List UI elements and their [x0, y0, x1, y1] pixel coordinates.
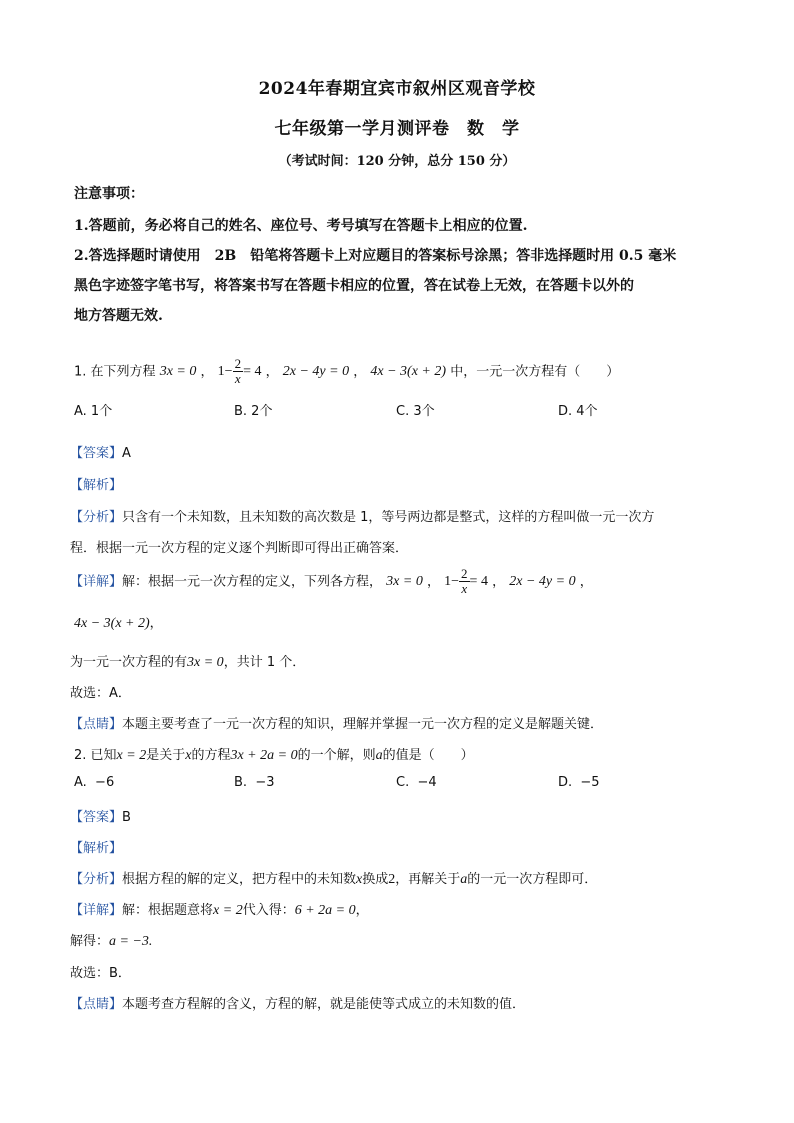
q2-fenxi-c: ，再解关于 [395, 872, 461, 887]
q1-frac-den: x [234, 371, 241, 387]
q1-fraction-eq [218, 350, 262, 394]
q1-xiangjie-fraction-eq [444, 560, 488, 604]
q2-fenxi-var2: a [460, 872, 468, 887]
q2-xiangjie-c: ， [355, 903, 369, 918]
q2-xiangjie-a: 解：根据题意将 [122, 903, 214, 918]
q1-conclusion-eq: 3x = 0 [187, 655, 224, 670]
q1-dianjing-text: 本题主要考查了一元一次方程的知识，理解并掌握一元一次方程的定义是解题关键． [122, 717, 604, 732]
q1-fraction [233, 357, 244, 386]
q1-option-d: D. 4个 [558, 404, 598, 419]
exam-title-line2: 七年级第一学月测评卷 数 学 [274, 119, 520, 139]
q2-mid3: 的一个解，则 [297, 748, 376, 763]
q2-option-b: B. −3 [234, 775, 275, 790]
q1-xiangjie-frac-lead: 1− [444, 574, 460, 589]
q2-option-d: D. −5 [558, 775, 600, 790]
q1-suffix: 中，一元一次方程有（ ） [450, 364, 620, 380]
q1-xiangjie-line2 [74, 612, 163, 632]
q2-cond: x = 2 [116, 748, 147, 763]
q1-xiangjie-eq1: 3x = 0 [386, 574, 423, 589]
q1-sep3: ， [353, 364, 367, 380]
q1-xiangjie-frac-tail: = 4 [469, 574, 488, 589]
notice-item-2-line3: 地方答题无效. [74, 308, 163, 324]
q1-frac-tail: = 4 [243, 364, 262, 379]
q1-conclusion [70, 651, 305, 671]
notice-item-1: 1.答题前，务必将自己的姓名、座位号、考号填写在答题卡上相应的位置. [74, 218, 528, 234]
q2-xiangjie-cond: x = 2 [213, 903, 243, 918]
q2-mid2: 的方程 [191, 748, 231, 763]
q1-sep1: ， [200, 364, 214, 380]
q1-frac-num: 2 [234, 356, 242, 372]
q1-xiangjie-frac-num: 2 [461, 566, 468, 582]
q2-fenxi-a: 根据方程的解的定义，把方程中的未知数 [122, 872, 357, 887]
notice-heading: 注意事项： [74, 186, 144, 202]
q1-answer-value: A [122, 446, 131, 461]
q1-xiangjie-eq3: 2x − 4y = 0 [509, 574, 576, 589]
q1-eq1: 3x = 0 [159, 364, 197, 379]
q1-xiangjie-sep1: ， [426, 574, 440, 590]
q2-solution [70, 930, 152, 950]
q2-result: a = −3. [109, 934, 153, 949]
q1-xiangjie-eq4: 4x − 3(x + 2) [74, 616, 150, 631]
q1-fenxi-line2: 程．根据一元一次方程的定义逐个判断即可得出正确答案． [70, 541, 409, 556]
q2-xiangjie [70, 899, 369, 919]
q1-choose: 故选：A． [70, 686, 131, 701]
q1-xiangjie-sep3: ， [579, 574, 593, 590]
q2-xiangjie-eq: 6 + 2a = 0 [294, 903, 356, 918]
question-1 [74, 350, 619, 395]
notice-item-2-line2: 黑色字迹签字笔书写，将答案书写在答题卡相应的位置，答在试卷上无效，在答题卡以外的 [74, 278, 634, 294]
q2-option-c: C. −4 [396, 775, 437, 790]
notice-item-2-line1: 2.答选择题时请使用 2B 铅笔将答题卡上对应题目的答案标号涂黑；答非选择题时用 0.5 毫米 [74, 248, 677, 264]
exam-info: （考试时间：120 分钟，总分 150 分） [278, 154, 516, 169]
q2-dianjing-tag: 【点睛】 [70, 997, 123, 1012]
q1-fenxi-line1 [70, 506, 654, 525]
q1-conclusion-b: ，共计 1 个． [223, 655, 306, 670]
q2-var: x [185, 748, 192, 763]
q2-choose: 故选：B． [70, 966, 131, 981]
q2-fenxi-tag: 【分析】 [70, 872, 123, 887]
q1-dianjing [70, 713, 603, 732]
q1-sep2: ， [265, 364, 279, 380]
q2-mid1: 是关于 [146, 748, 186, 763]
q1-frac-lead: 1− [217, 364, 233, 379]
question-2 [74, 744, 474, 764]
q1-xiangjie-sep2: ， [492, 574, 506, 590]
q1-option-b: B. 2个 [234, 404, 273, 419]
q1-prefix: 1. 在下列方程 [74, 364, 156, 380]
q2-fenxi-num: 2 [388, 872, 396, 887]
q2-answer-tag: 【答案】 [70, 810, 123, 825]
q2-fenxi-var: x [356, 872, 363, 887]
q1-xiangjie-tag: 【详解】 [70, 574, 123, 590]
q2-xiangjie-tag: 【详解】 [70, 903, 123, 918]
q2-answer-value: B [122, 810, 131, 825]
q1-eq4: 4x − 3(x + 2) [370, 364, 447, 379]
q1-xiangjie-fraction [459, 567, 470, 596]
q2-suffix: 的值是（ ） [382, 748, 474, 763]
q1-answer [70, 442, 131, 461]
q2-prefix: 2. 已知 [74, 748, 117, 763]
q2-answer [70, 806, 131, 825]
q2-fenxi-d: 的一元一次方程即可． [467, 872, 598, 887]
q2-option-a: A. −6 [74, 775, 115, 790]
q1-dianjing-tag: 【点睛】 [70, 717, 123, 732]
q1-fenxi-text1: 只含有一个未知数，且未知数的高次数是 1，等号两边都是整式，这样的方程叫做一元一次方 [122, 510, 655, 525]
q1-answer-tag: 【答案】 [70, 446, 123, 461]
q2-fenxi [70, 868, 597, 888]
q1-xiangjie-sep4: ， [149, 616, 163, 631]
q1-xiangjie-text: 解：根据一元一次方程的定义，下列各方程， [122, 574, 383, 590]
q2-fenxi-b: 换成 [362, 872, 389, 887]
q1-xiangjie-frac-den: x [461, 581, 468, 597]
q2-analysis-tag: 【解析】 [70, 841, 123, 856]
q1-fenxi-tag: 【分析】 [70, 510, 123, 525]
q2-dianjing [70, 993, 525, 1012]
q1-eq3: 2x − 4y = 0 [282, 364, 350, 379]
exam-title-line1: 2024年春期宜宾市叙州区观音学校 [258, 79, 536, 99]
q2-jiede: 解得： [70, 934, 110, 949]
q1-analysis-tag: 【解析】 [70, 478, 123, 493]
q1-option-c: C. 3个 [396, 404, 435, 419]
q2-eq: 3x + 2a = 0 [230, 748, 298, 763]
q2-dianjing-text: 本题考查方程解的含义，方程的解，就是能使等式成立的未知数的值． [122, 997, 526, 1012]
q1-conclusion-a: 为一元一次方程的有 [70, 655, 188, 670]
q2-xiangjie-b: 代入得： [242, 903, 295, 918]
q1-option-a: A. 1个 [74, 404, 113, 419]
q1-xiangjie-line1 [70, 560, 593, 605]
q2-var2: a [375, 748, 383, 763]
